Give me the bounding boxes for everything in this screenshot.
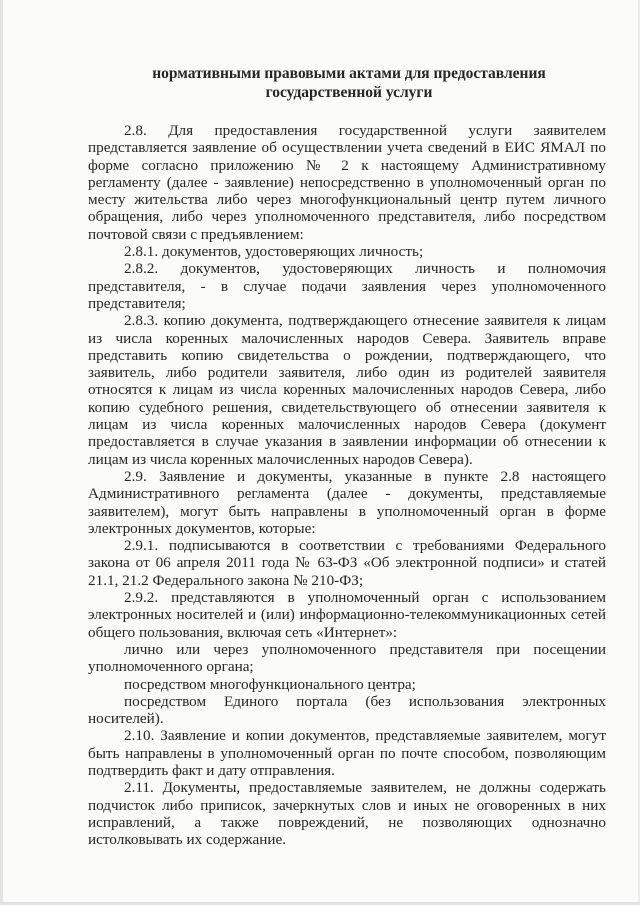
paragraph-mfc: посредством многофункционального центра; [124,675,416,693]
section-title [92,64,606,102]
paragraph-2-10: 2.10. Заявление и копии документов, представляемые заявителем, могут быть направлены в уполномоченный орган по почте способом, позволяющим подтвердить факт и дату отправления. [88,727,606,779]
paragraph-personal-visit: лично или через уполномоченного представителя при посещении уполномоченного органа; [88,640,606,676]
paragraph-2-8: 2.8. Для предоставления государственной услуги заявителем представляется заявление об осуществлении учета сведений в ЕИС ЯМАЛ по форме согласно приложению № 2 к настоящему Административному регламенту (далее - заявление) непосредственно в уполномоченный орган по месту жительства либо через многофункциональный центр путем личного обращения, либо через уполномоченного представителя, либо посредством почтовой связи с предъявлением: [88,122,606,243]
paragraph-2-8-2: 2.8.2. документов, удостоверяющих личность и полномочия представителя, - в случае подачи заявления через уполномоченного представителя; [88,260,606,312]
paragraph-unified-portal: посредством Единого портала (без использования электронных носителей). [88,692,606,728]
title-line-2: государственной услуги [265,84,433,101]
paragraph-2-11: 2.11. Документы, предоставляемые заявителем, не должны содержать подчисток либо приписок, зачеркнутых слов и иных не оговоренных в них исправлений, а также повреждений, не позволяющих однозначно истолковывать их содержание. [88,779,606,849]
document-body [88,64,606,848]
scan-left-edge [0,0,3,905]
paragraph-2-9-2: 2.9.2. представляются в уполномоченный орган с использованием электронных носителей и (или) информационно-телекоммуникационных сетей общего пользования, включая сеть «Интернет»: [88,589,606,641]
title-line-1: нормативными правовыми актами для предоставления [152,65,546,82]
paragraph-2-8-3: 2.8.3. копию документа, подтверждающего отнесение заявителя к лицам из числа коренных малочисленных народов Севера. Заявитель вправе представить копию свидетельства о рождении, подтверждающего, что заявитель, либо родители заявителя, либо один из родителей заявителя относятся к лицам из числа коренных малочисленных народов Севера, либо копию судебного решения, свидетельствующего об отнесении заявителя к лицам из числа коренных малочисленных народов Севера (документ предоставляется в случае указания в заявлении информации об отнесении к лицам из числа коренных малочисленных народов Севера). [88,312,606,468]
paragraph-2-8-1: 2.8.1. документов, удостоверяющих личность; [124,243,424,261]
paragraph-2-9-1: 2.9.1. подписываются в соответствии с требованиями Федерального закона от 06 апреля 2011 года № 63-ФЗ «Об электронной подписи» и статей 21.1, 21.2 Федерального закона № 210-ФЗ; [88,537,606,589]
paragraph-2-9: 2.9. Заявление и документы, указанные в пункте 2.8 настоящего Административного регламента (далее - документы, представляемые заявителем), могут быть направлены в уполномоченный орган в форме электронных документов, которые: [88,467,606,537]
